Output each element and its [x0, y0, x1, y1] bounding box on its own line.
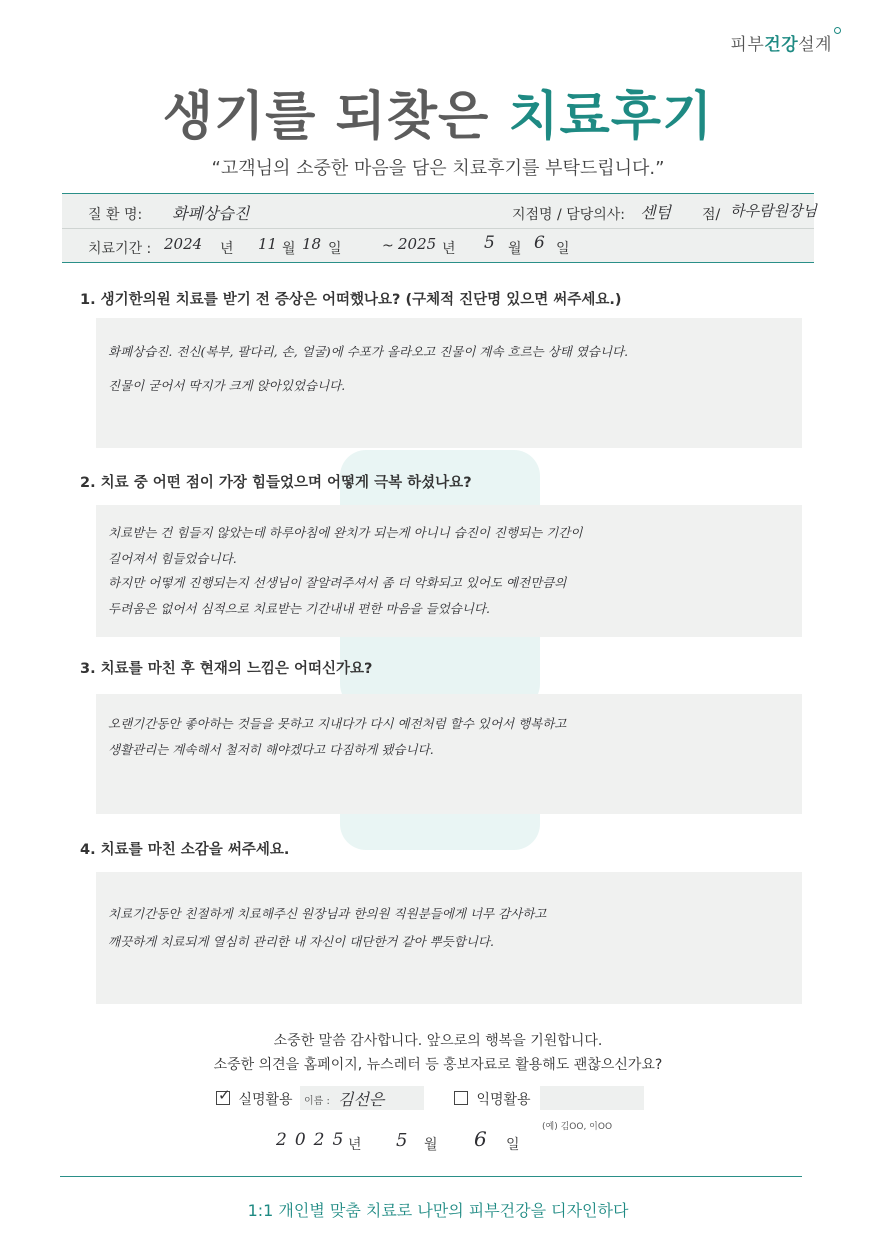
- real-name-option[interactable]: [216, 1086, 293, 1109]
- signed-day-unit: 일: [506, 1137, 520, 1153]
- thanks-line-1: 소중한 말씀 감사합니다. 앞으로의 행복을 기원합니다.: [273, 1033, 603, 1049]
- title-part1: 생기를 되찾은: [162, 87, 509, 147]
- start-month-unit: 월: [282, 241, 296, 257]
- footer-divider: [60, 1176, 802, 1177]
- question-2: 2. 치료 중 어떤 점이 가장 힘들었으며 어떻게 극복 하셨나요?: [80, 475, 472, 491]
- answer-2-line-3: 하지만 어떻게 진행되는지 선생님이 잘알려주셔서 좀 더 악화되고 있어도 예전만큼의: [108, 575, 567, 590]
- real-name-checkbox[interactable]: [216, 1086, 231, 1105]
- signed-year-unit: 년: [348, 1137, 362, 1153]
- end-year-unit: 년: [442, 241, 456, 257]
- anonymous-example: (예) 김OO, 이OO: [542, 1122, 613, 1132]
- info-row-period: [62, 228, 814, 262]
- branch-label: 지점명 / 담당의사:: [512, 207, 626, 223]
- answer-3-line-1: 오랜기간동안 좋아하는 것들을 못하고 지내다가 다시 예전처럼 할수 있어서 행복하고: [108, 716, 567, 731]
- signed-day: 6: [474, 1127, 487, 1151]
- answer-3-line-2: 생활관리는 계속해서 철저히 해야겠다고 다짐하게 됐습니다.: [108, 742, 434, 757]
- signed-month: 5: [396, 1130, 408, 1151]
- brand-dot-icon: [834, 27, 841, 34]
- title-part2: 치료후기: [508, 87, 714, 147]
- period-tilde: ~: [382, 238, 394, 254]
- branch-suffix: 점/: [702, 207, 721, 223]
- branch-value: 센텀: [640, 203, 671, 222]
- answer-2-line-4: 두려움은 없어서 심적으로 치료받는 기간내내 편한 마음을 들었습니다.: [108, 601, 490, 616]
- answer-box-3: [96, 694, 802, 814]
- brand-prefix: 피부: [730, 35, 765, 55]
- answer-1-line-1: 화폐상습진. 전신(복부, 팔다리, 손, 얼굴)에 수포가 올라오고 진물이 계속 흐르는 상태 였습니다.: [108, 344, 629, 359]
- answer-4-line-2: 깨끗하게 치료되게 열심히 관리한 내 자신이 대단한거 같아 뿌듯합니다.: [108, 934, 494, 949]
- answer-2-line-2: 길어져서 힘들었습니다.: [108, 551, 237, 566]
- end-day: 6: [534, 233, 545, 253]
- answer-4-line-1: 치료기간동안 친절하게 치료해주신 원장님과 한의원 직원분들에게 너무 감사하고: [108, 906, 547, 921]
- name-value: 김선은: [338, 1090, 385, 1109]
- doctor-value: 하우람원장님: [730, 202, 817, 220]
- page-title: [0, 74, 876, 149]
- check-icon: ✓: [218, 1086, 231, 1104]
- info-row-diagnosis: [62, 194, 817, 229]
- signed-year: 2025: [276, 1130, 352, 1150]
- period-label: 치료기간 :: [88, 241, 152, 257]
- end-year: 2025: [398, 235, 437, 253]
- disease-label: 질 환 명:: [88, 207, 143, 223]
- end-day-unit: 일: [556, 241, 570, 257]
- end-month-unit: 월: [508, 241, 522, 257]
- brand-logo: [730, 30, 832, 55]
- start-year-unit: 년: [220, 241, 234, 257]
- start-day: 18: [302, 235, 322, 253]
- anonymous-checkbox[interactable]: [454, 1091, 468, 1105]
- answer-box-2: [96, 505, 802, 637]
- page-subtitle: “고객님의 소중한 마음을 담은 치료후기를 부탁드립니다.”: [211, 158, 665, 179]
- answer-2-line-1: 치료받는 건 힘들지 않았는데 하루아침에 완치가 되는게 아니니 습진이 진행되는 기간이: [108, 525, 583, 540]
- answer-box-1: [96, 318, 802, 448]
- signed-month-unit: 월: [424, 1137, 438, 1153]
- answer-box-4: [96, 872, 802, 1004]
- start-year: 2024: [164, 235, 203, 253]
- question-4: 4. 치료를 마친 소감을 써주세요.: [80, 842, 290, 858]
- info-box: [62, 193, 817, 263]
- anonymous-option[interactable]: [454, 1089, 531, 1109]
- brand-suffix: 설계: [798, 35, 832, 55]
- name-label: 이름 :: [304, 1096, 330, 1107]
- name-field[interactable]: [300, 1086, 424, 1110]
- start-day-unit: 일: [328, 241, 342, 257]
- thanks-line-2: 소중한 의견을 홈페이지, 뉴스레터 등 홍보자료로 활용해도 괜찮으신가요?: [213, 1057, 663, 1073]
- footer-slogan: 1:1 개인별 맞춤 치료로 나만의 피부건강을 디자인하다: [247, 1201, 629, 1220]
- answer-1-line-2: 진물이 굳어서 딱지가 크게 앉아있었습니다.: [108, 378, 346, 393]
- brand-accent: 건강: [764, 35, 799, 55]
- end-month: 5: [484, 233, 495, 253]
- question-1: 1. 생기한의원 치료를 받기 전 증상은 어떠했나요? (구체적 진단명 있으면 써주세요.): [80, 292, 622, 308]
- anonymous-name-field[interactable]: [540, 1086, 644, 1110]
- real-name-label: 실명활용: [238, 1092, 293, 1108]
- question-3: 3. 치료를 마친 후 현재의 느낌은 어떠신가요?: [80, 661, 373, 677]
- disease-value: 화폐상습진: [172, 204, 250, 223]
- start-month: 11: [258, 235, 278, 253]
- anonymous-label: 익명활용: [476, 1092, 531, 1108]
